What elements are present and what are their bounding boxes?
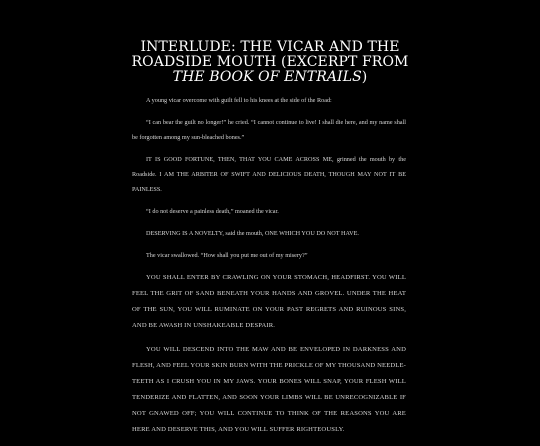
paragraph-4: “I do not deserve a painless death,” moaned the vicar. xyxy=(146,208,279,215)
chapter-body xyxy=(132,93,406,446)
paragraph-5: DESERVING IS A NOVELTY, said the mouth, ONE WHICH YOU DO NOT HAVE. xyxy=(146,230,359,237)
paragraph-1: A young vicar overcome with guilt fell to his knees at the side of the Road: xyxy=(146,97,332,104)
chapter-title xyxy=(130,40,410,85)
title-line-2: ROADSIDE MOUTH (EXCERPT FROM xyxy=(131,54,409,70)
paragraph-6: The vicar swallowed. “How shall you put me out of my misery?” xyxy=(146,252,308,259)
title-close-paren: ) xyxy=(361,69,368,85)
paragraph-2: “I can bear the guilt no longer!” he cried. “I cannot continue to live! I shall die here, and my name shall be forgotten among my sun-bleached bones.” xyxy=(132,119,406,141)
paragraph-3: IT IS GOOD FORTUNE, THEN, THAT YOU CAME ACROSS ME, grinned the mouth by the Roadside. I AM THE ARBITER OF SWIFT AND DELICIOUS DEATH, THOUGH MAY NOT IT BE PAINLESS. xyxy=(132,156,406,193)
title-line-1: INTERLUDE: THE VICAR AND THE xyxy=(140,39,400,55)
book-title: THE BOOK OF ENTRAILS xyxy=(172,69,362,85)
title-line-3 xyxy=(130,70,410,85)
paragraph-7: YOU SHALL ENTER BY CRAWLING ON YOUR STOMACH, HEADFIRST. YOU WILL FEEL THE GRIT OF SAND BENEATH YOUR HANDS AND GROVEL. UNDER THE HEAT OF THE SUN, YOU WILL RUMINATE ON YOUR PAST REGRETS AND RUINOUS SINS, AND BE AWASH IN UNSHAKEABLE DESPAIR. xyxy=(132,274,406,329)
paragraph-8: YOU WILL DESCEND INTO THE MAW AND BE ENVELOPED IN DARKNESS AND FLESH, AND FEEL YOUR SKIN BURN WITH THE PRICKLE OF MY THOUSAND NEEDLE-TEETH AS I CRUSH YOU IN MY JAWS. YOUR BONES WILL SNAP, YOUR FLESH WILL TENDERIZE AND FLATTEN, AND SOON YOUR LIMBS WILL BE UNRECOGNIZABLE IF NOT GNAWED OFF; YOU WILL CONTINUE TO THINK OF THE REASONS YOU ARE HERE AND DESERVE THIS, AND YOU WILL SUFFER RIGHTEOUSLY. xyxy=(132,346,406,433)
